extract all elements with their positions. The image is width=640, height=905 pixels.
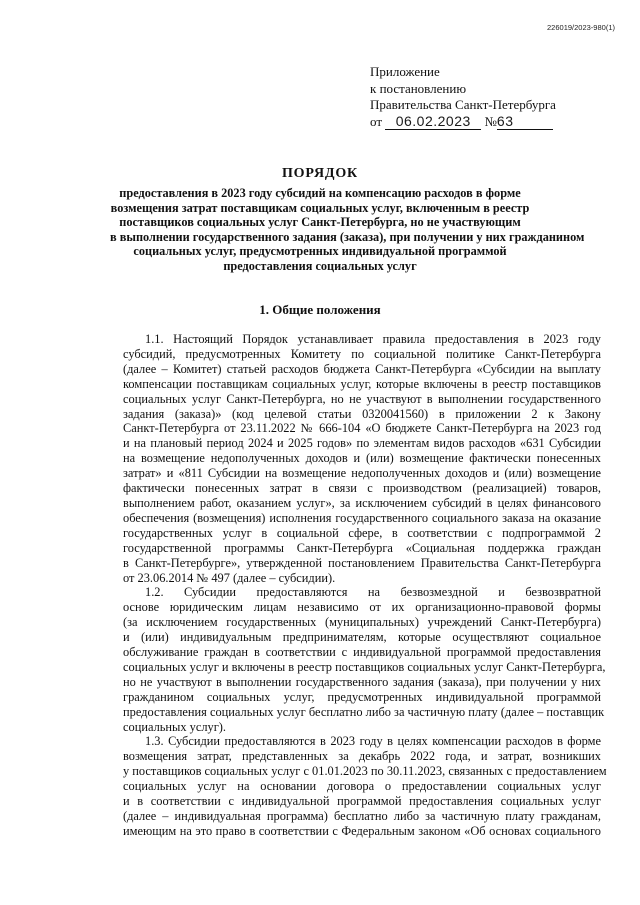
annex-number-field (497, 114, 553, 130)
paragraph-line: в Санкт-Петербурге», утвержденной постановлением Правительства Санкт-Петербурга (123, 555, 601, 570)
paragraph-line: но не участвуют в выполнении государственного задания (заказа), при получении у них (123, 674, 601, 689)
paragraph-line: и на плановый период 2024 и 2025 годов» по элементам видов расходов «631 Субсидии (123, 436, 601, 451)
paragraph (123, 585, 606, 734)
annex-date: 06.02.2023 (395, 112, 471, 129)
paragraph-line: затрат» и «811 Субсидии на возмещение недополученных доходов и (или) возмещение (123, 466, 601, 481)
paragraph-line: социальных услуг и включены в реестр поставщиков социальных услуг Санкт-Петербурга, (123, 659, 606, 674)
subtitle-line: социальных услуг, предусмотренных индивидуальной программой (133, 244, 507, 259)
paragraph-line: Санкт-Петербурга от 23.11.2022 № 666-104 «О бюджете Санкт-Петербурга на 2023 год (123, 421, 601, 436)
document-body (123, 332, 607, 839)
subtitle-line: в выполнении государственного задания (заказа), при получении у них гражданином (110, 229, 585, 244)
paragraph-line: у поставщиков социальных услуг с 01.01.2023 по 30.11.2023, связанных с предоставлением (123, 764, 607, 779)
subtitle-line: поставщиков социальных услуг Санкт-Петербурга, но не участвующим (119, 215, 521, 230)
document-subtitle (110, 186, 585, 274)
paragraph (123, 332, 601, 585)
paragraph-line: 1.1. Настоящий Порядок устанавливает правила предоставления в 2023 году (145, 332, 601, 346)
paragraph-line: выполнением работ, оказанием услуг», за исключением субсидий в целях финансового (123, 495, 601, 510)
paragraph-line: (за исключением государственных (муниципальных) учреждений Санкт-Петербурга) (123, 615, 601, 630)
subtitle-line: предоставления в 2023 году субсидий на компенсацию расходов в форме (119, 186, 521, 200)
annex-date-line (370, 114, 556, 131)
paragraph-line: государственных услуг в социальной сфере, в соответствии с подпрограммой 2 (123, 525, 601, 540)
paragraph-line: социальных услуг на основании договора о предоставлении социальных услуг (123, 779, 601, 794)
paragraph-line: от 23.06.2014 № 497 (далее – субсидии). (123, 570, 336, 585)
annex-number-label: № (484, 113, 497, 129)
section-heading: 1. Общие положения (259, 302, 381, 317)
annex-number: 63 (496, 112, 514, 129)
paragraph-line: обслуживание граждан в соответствии с индивидуальной программой предоставления (123, 645, 601, 660)
document-id: 226019/2023-980(1) (547, 23, 615, 32)
paragraph-line: основе юридическим лицам независимо от их организационно-правовой формы (123, 600, 601, 615)
subtitle-line: возмещения затрат поставщикам социальных услуг, включенным в реестр (110, 200, 530, 215)
paragraph-line: 1.3. Субсидии предоставляются в 2023 году в целях компенсации расходов в форме (145, 734, 601, 749)
annex-block (370, 64, 556, 130)
paragraph-line: социальных услуг). (123, 719, 227, 734)
annex-line-1: Приложение (370, 64, 440, 79)
paragraph-line: задания (заказа)» (код целевой статьи 0320041560) в приложении 2 к Закону (123, 406, 601, 421)
paragraph-line: и в соответствии с индивидуальной программой предоставления социальных услуг (123, 794, 601, 809)
subtitle-line: предоставления социальных услуг (223, 258, 417, 273)
paragraph-line: компенсации поставщикам социальных услуг, которые включены в реестр поставщиков (123, 376, 601, 391)
paragraph-line: обеспечения (возмещения) исполнения государственного социального заказа на оказание (123, 510, 601, 525)
paragraph-line: возмещения затрат, представленных за декабрь 2022 года, и затрат, возникших (123, 749, 601, 764)
annex-from-label: от (370, 113, 383, 129)
paragraph-line: имеющим на это право в соответствии с Федеральным законом «Об основах социального (123, 823, 601, 838)
paragraph-line: 1.2. Субсидии предоставляются на безвозмездной и безвозвратной (145, 585, 601, 600)
annex-line-3: Правительства Санкт-Петербурга (370, 97, 556, 112)
paragraph-line: (далее – индивидуальная программа) бесплатно либо за частичную плату гражданам, (123, 809, 601, 823)
document-title: ПОРЯДОК (281, 166, 359, 181)
annex-date-field (385, 114, 481, 130)
paragraph-line: гражданином социальных услуг, предусмотренных индивидуальной программой (123, 689, 601, 704)
paragraph (123, 734, 607, 838)
paragraph-line: фактически понесенных затрат в связи с производством (реализацией) товаров, (123, 481, 601, 496)
paragraph-line: на возмещение недополученных доходов и (или) возмещение фактически понесенных (123, 451, 601, 466)
paragraph-line: социальных услуг Санкт-Петербурга, но не участвуют в выполнении государственного (123, 391, 601, 406)
annex-line-2: к постановлению (370, 80, 467, 96)
paragraph-line: и (или) индивидуальным предпринимателям, которые осуществляют социальное (123, 630, 601, 645)
paragraph-line: предоставления социальных услуг бесплатно либо за частичную плату (далее – поставщик (123, 704, 605, 719)
paragraph-line: субсидий, предусмотренных Комитету по социальной политике Санкт-Петербурга (123, 346, 601, 361)
paragraph-line: (далее – Комитет) статьей расходов бюджета Санкт-Петербурга «Субсидии на выплату (123, 361, 601, 376)
paragraph-line: государственной программы Санкт-Петербурга «Социальная поддержка граждан (123, 540, 601, 555)
